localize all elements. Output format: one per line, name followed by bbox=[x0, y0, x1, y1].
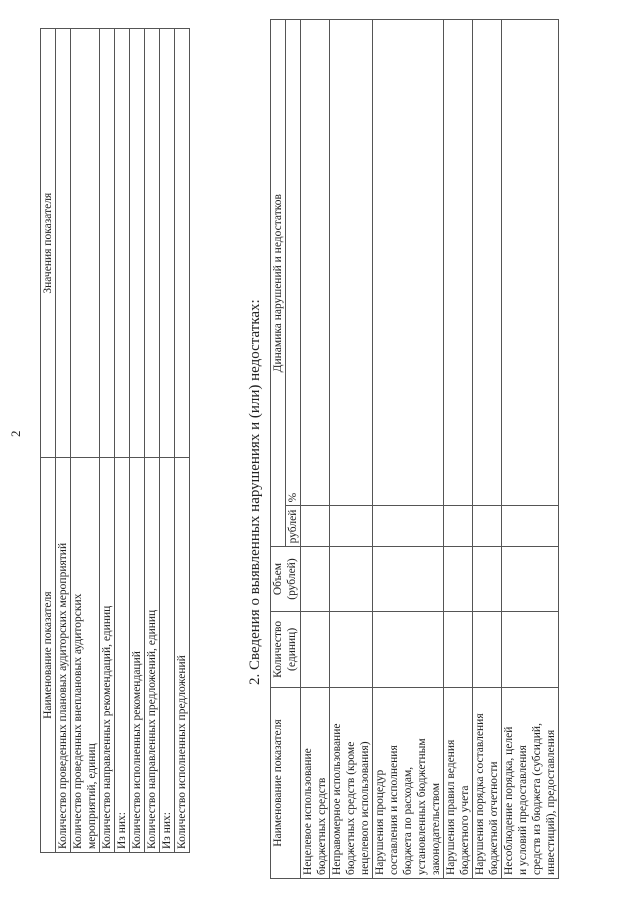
cell-count bbox=[502, 611, 559, 687]
row-value bbox=[100, 29, 115, 458]
cell-rubles bbox=[301, 506, 330, 547]
row-value bbox=[145, 29, 160, 458]
table-row bbox=[56, 29, 71, 853]
table-row bbox=[301, 20, 330, 879]
table-row bbox=[71, 29, 100, 853]
cell-volume bbox=[330, 547, 373, 611]
cell-rubles bbox=[473, 506, 502, 547]
section-title: 2. Сведения о выявленных нарушениях и (или) недостатках: bbox=[247, 299, 263, 685]
cell-volume bbox=[473, 547, 502, 611]
row-value bbox=[71, 29, 100, 458]
row-value bbox=[160, 29, 175, 458]
header-indicator-values: Значения показателя bbox=[41, 29, 56, 458]
header-percent: % bbox=[286, 20, 301, 506]
cell-count bbox=[330, 611, 373, 687]
cell-rubles bbox=[373, 506, 444, 547]
table-row bbox=[175, 29, 190, 853]
table-row bbox=[130, 29, 145, 853]
table-row bbox=[115, 29, 130, 853]
row-value bbox=[56, 29, 71, 458]
row-label: Нарушения процедур составления и исполнения бюджета по расходам, установленных бюджетным законодательством bbox=[373, 688, 444, 879]
table-header-row bbox=[41, 29, 56, 853]
cell-rubles bbox=[444, 506, 473, 547]
cell-volume bbox=[502, 547, 559, 611]
cell-count bbox=[373, 611, 444, 687]
row-label: Нарушения порядка составления бюджетной отчетности bbox=[473, 688, 502, 879]
table-row bbox=[444, 20, 473, 879]
header-volume: Объем (рублей) bbox=[271, 547, 301, 611]
header-rubles: рублей bbox=[286, 506, 301, 547]
cell-count bbox=[444, 611, 473, 687]
cell-percent bbox=[502, 20, 559, 506]
row-label: Нарушения правил ведения бюджетного учета bbox=[444, 688, 473, 879]
cell-count bbox=[301, 611, 330, 687]
cell-percent bbox=[330, 20, 373, 506]
row-label: Количество проведенных плановых аудиторских мероприятий bbox=[56, 458, 71, 853]
header-count: Количество (единиц) bbox=[271, 611, 301, 687]
row-value bbox=[130, 29, 145, 458]
row-value bbox=[115, 29, 130, 458]
cell-rubles bbox=[502, 506, 559, 547]
cell-percent bbox=[373, 20, 444, 506]
cell-percent bbox=[473, 20, 502, 506]
row-value bbox=[175, 29, 190, 458]
violations-table bbox=[270, 19, 559, 879]
row-label: Количество направленных рекомендаций, единиц bbox=[100, 458, 115, 853]
table-row bbox=[502, 20, 559, 879]
header-indicator-name: Наименование показателя bbox=[41, 458, 56, 853]
header-indicator-name: Наименование показателя bbox=[271, 688, 301, 879]
cell-percent bbox=[444, 20, 473, 506]
page-number: 2 bbox=[8, 430, 23, 437]
table-header-row bbox=[271, 20, 286, 879]
row-label: Количество исполненных рекомендаций bbox=[130, 458, 145, 853]
row-label: Количество исполненных предложений bbox=[175, 458, 190, 853]
cell-volume bbox=[373, 547, 444, 611]
row-label: Из них: bbox=[115, 458, 130, 853]
cell-volume bbox=[444, 547, 473, 611]
table-row bbox=[100, 29, 115, 853]
table-row bbox=[330, 20, 373, 879]
table-row bbox=[373, 20, 444, 879]
table-row bbox=[160, 29, 175, 853]
row-label: Из них: bbox=[160, 458, 175, 853]
table-row bbox=[145, 29, 160, 853]
cell-volume bbox=[301, 547, 330, 611]
cell-rubles bbox=[330, 506, 373, 547]
table-row bbox=[473, 20, 502, 879]
row-label: Неправомерное использование бюджетных средств (кроме нецелевого использования) bbox=[330, 688, 373, 879]
indicators-table bbox=[40, 28, 190, 853]
cell-percent bbox=[301, 20, 330, 506]
row-label: Нецелевое использование бюджетных средств bbox=[301, 688, 330, 879]
row-label: Количество проведенных внеплановых аудиторских мероприятий, единиц bbox=[71, 458, 100, 853]
cell-count bbox=[473, 611, 502, 687]
row-label: Несоблюдение порядка, целей и условий предоставления средств из бюджета (субсидий, инвестиций), предоставления bbox=[502, 688, 559, 879]
header-dynamics: Динамика нарушений и недостатков bbox=[271, 20, 286, 547]
row-label: Количество направленных предложений, единиц bbox=[145, 458, 160, 853]
